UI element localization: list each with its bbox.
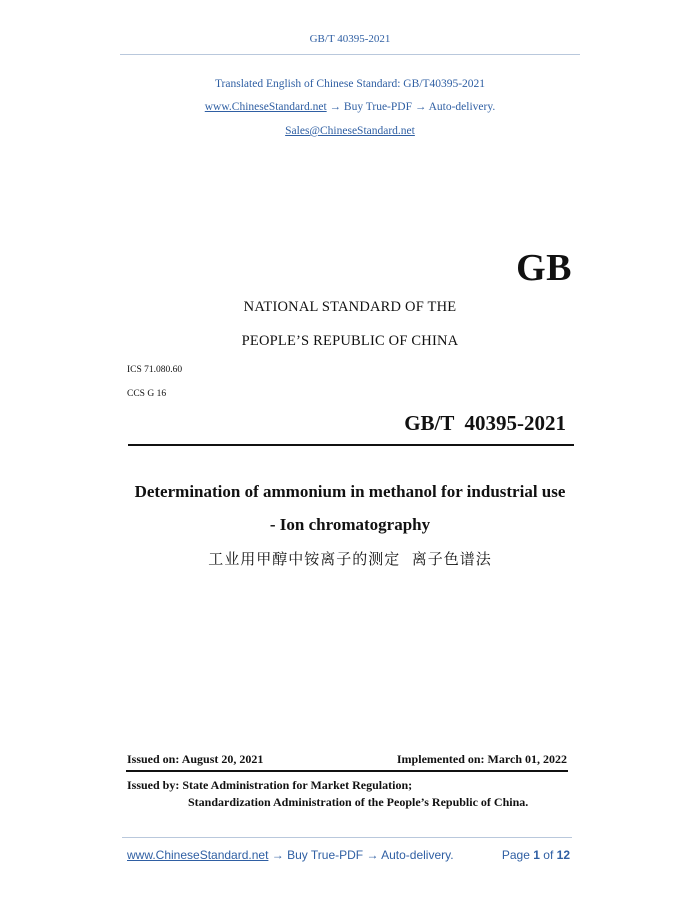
purchase-text: → Buy True-PDF → Auto-delivery. (326, 101, 496, 113)
national-standard-line1: NATIONAL STANDARD OF THE (243, 299, 457, 315)
title-rule (128, 444, 574, 446)
page-label: Page (501, 848, 530, 862)
footer-purchase-line (127, 848, 454, 862)
page-of: of (543, 848, 554, 862)
ics-code: ICS 71.080.60 (127, 365, 183, 375)
document-title-line1: Determination of ammonium in methanol for industrial use (134, 482, 566, 501)
implemented-date: Implemented on: March 01, 2022 (396, 752, 567, 766)
footer-website-link[interactable]: www.ChineseStandard.net (127, 848, 269, 862)
issued-date: Issued on: August 20, 2021 (127, 752, 264, 766)
chinese-title: 工业用甲醇中铵离子的测定 离子色谱法 (208, 550, 492, 568)
website-link[interactable]: www.ChineseStandard.net (204, 101, 327, 113)
dates-rule (126, 770, 568, 772)
purchase-line (0, 101, 700, 113)
page-total: 12 (556, 848, 570, 862)
page-indicator (502, 848, 570, 862)
document-title-line2: - Ion chromatography (269, 515, 431, 534)
issuer-line1: Issued by: State Administration for Market Regulation; (127, 778, 413, 792)
standard-number: GB/T 40395-2021 (404, 411, 566, 435)
ccs-code: CCS G 16 (127, 389, 167, 399)
header-divider (120, 54, 580, 55)
national-standard-line2: PEOPLE’S REPUBLIC OF CHINA (241, 333, 459, 349)
running-header: GB/T 40395-2021 (309, 33, 391, 45)
footer-purchase-text: → Buy True-PDF → Auto-delivery. (268, 848, 454, 862)
footer-divider (122, 837, 572, 838)
email-link[interactable]: Sales@ChineseStandard.net (285, 125, 415, 137)
gb-logo: GB (516, 247, 572, 289)
translation-notice: Translated English of Chinese Standard: GB/T40395-2021 (214, 78, 486, 90)
contact-line (0, 125, 700, 137)
page-current: 1 (533, 848, 540, 862)
issuer-line2: Standardization Administration of the People’s Republic of China. (188, 795, 529, 809)
